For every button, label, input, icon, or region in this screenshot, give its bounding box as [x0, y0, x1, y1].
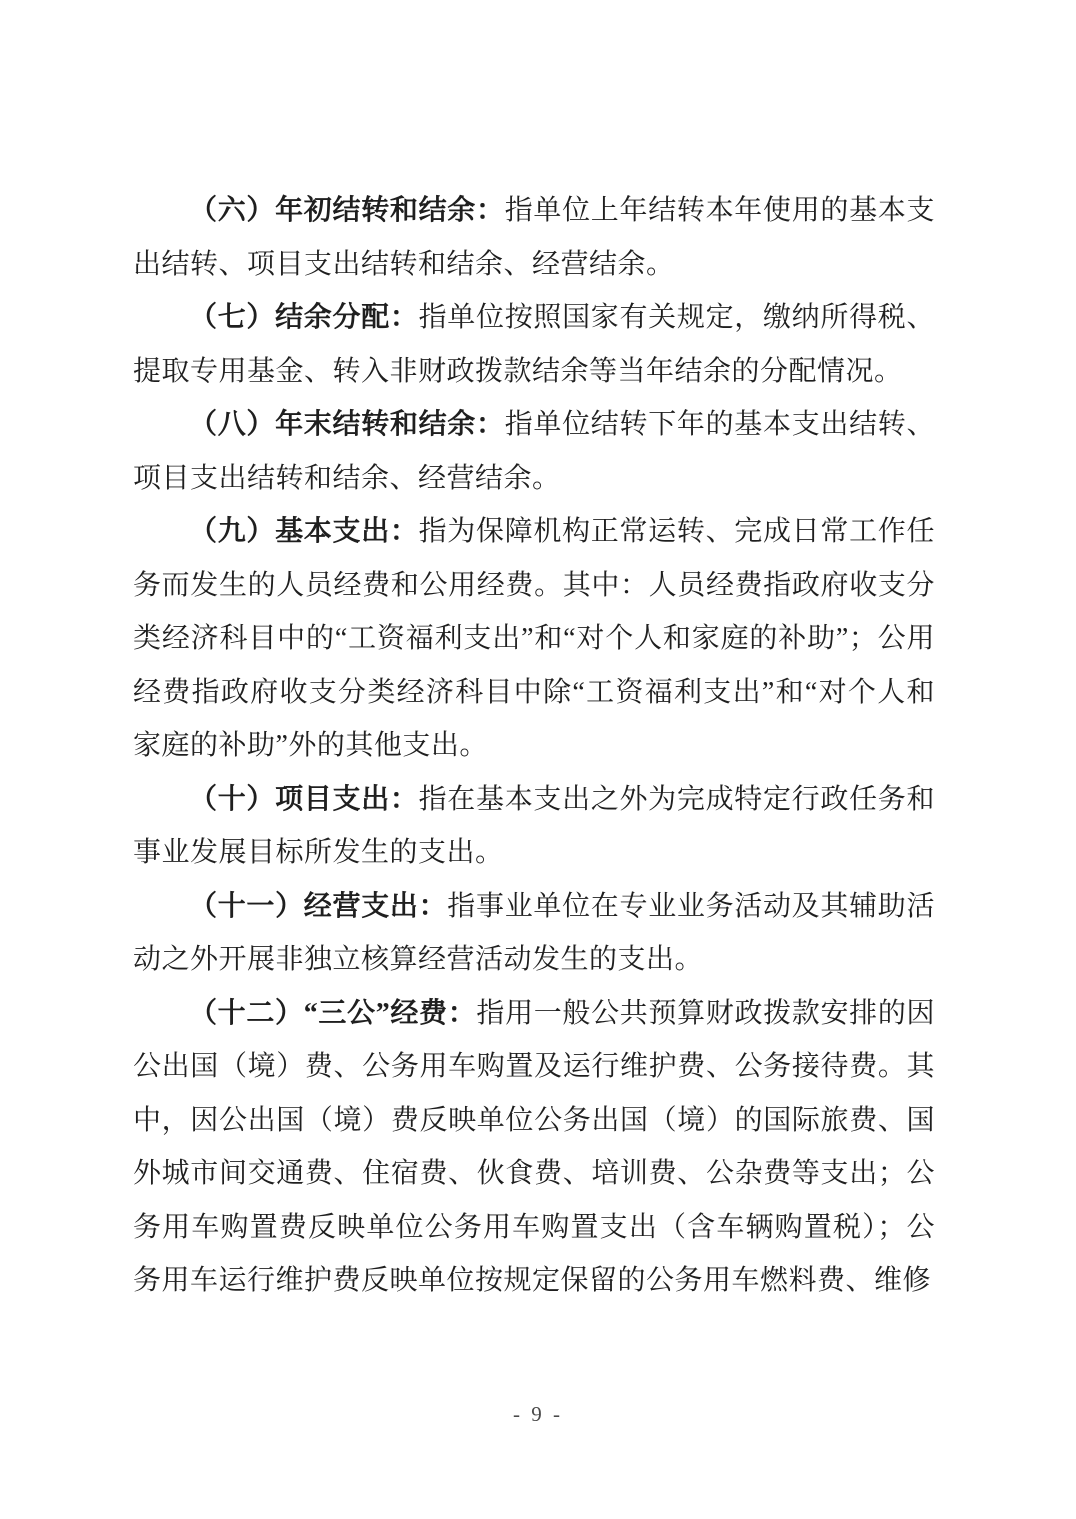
term-label: （十二）“三公”经费： [189, 997, 477, 1029]
term-label: （九）基本支出： [189, 516, 419, 547]
term-definition: 指单位结转下年的基本支出结转、项目支出结转和结余、经营结余。 [133, 409, 935, 494]
term-label: （七）结余分配： [189, 302, 419, 333]
paragraph-term-9 [133, 505, 935, 773]
paragraph-term-10 [133, 773, 935, 880]
paragraph-term-8 [133, 398, 935, 505]
term-definition: 指用一般公共预算财政拨款安排的因公出国（境）费、公务用车购置及运行维护费、公务接待费。其中，因公出国（境）费反映单位公务出国（境）的国际旅费、国外城市间交通费、住宿费、伙食费、培训费、公杂费等支出；公务用车购置费反映单位公务用车购置支出（含车辆购置税）；公务用车运行维护费反映单位按规定保留的公务用车燃料费、维修 [133, 997, 935, 1296]
term-definition: 指事业单位在专业业务活动及其辅助活动之外开展非独立核算经营活动发生的支出。 [133, 890, 935, 975]
term-label: （六）年初结转和结余： [189, 195, 505, 226]
paragraph-term-12 [133, 987, 935, 1308]
paragraph-term-11 [133, 880, 935, 987]
term-definition: 指为保障机构正常运转、完成日常工作任务而发生的人员经费和公用经费。其中：人员经费指政府收支分类经济科目中的“工资福利支出”和“对个人和家庭的补助”；公用经费指政府收支分类经济科目中除“工资福利支出”和“对个人和家庭的补助”外的其他支出。 [133, 516, 935, 761]
term-label: （十）项目支出： [189, 783, 419, 815]
term-label: （八）年末结转和结余： [189, 409, 505, 440]
term-definition: 指单位上年结转本年使用的基本支出结转、项目支出结转和结余、经营结余。 [133, 195, 935, 280]
paragraph-term-6 [133, 184, 935, 291]
term-definition: 指在基本支出之外为完成特定行政任务和事业发展目标所发生的支出。 [133, 783, 935, 868]
document-body [133, 184, 935, 1308]
paragraph-term-7 [133, 291, 935, 398]
page-number: - 9 - [513, 1402, 563, 1426]
term-definition: 指单位按照国家有关规定，缴纳所得税、提取专用基金、转入非财政拨款结余等当年结余的分配情况。 [133, 302, 935, 387]
term-label: （十一）经营支出： [189, 890, 448, 922]
